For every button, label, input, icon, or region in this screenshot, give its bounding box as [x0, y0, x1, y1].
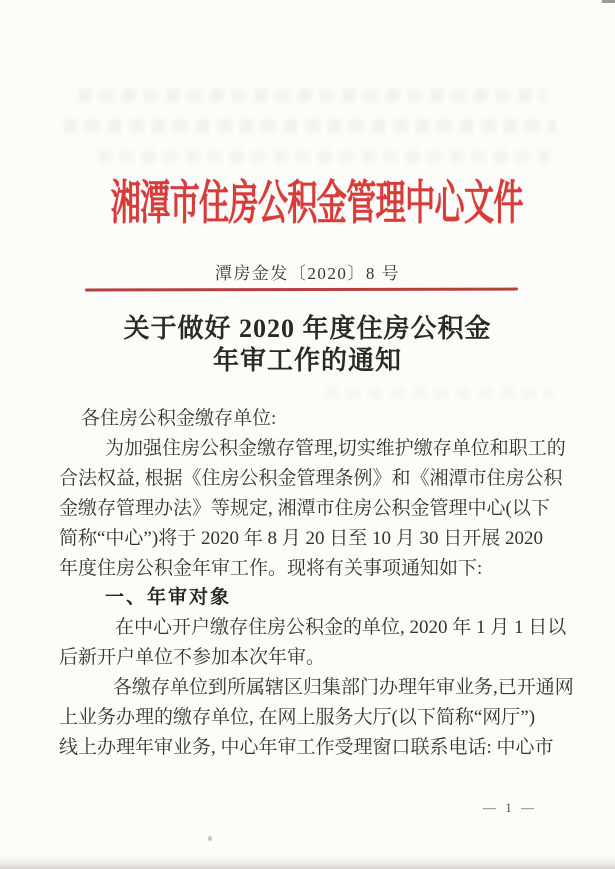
- document-title-line2: 年审工作的通知: [212, 346, 402, 375]
- body-line: 后新开户单位不参加本次年审。: [59, 647, 326, 669]
- body-line: 在中心开户缴存住房公积金的单位, 2020 年 1 月 1 日以: [115, 617, 567, 639]
- body-line: 为加强住房公积金缴存管理,切实维护缴存单位和职工的: [105, 437, 566, 459]
- body-line: 合法权益, 根据《住房公积金管理条例》和《湘潭市住房公积: [59, 467, 563, 489]
- scan-speck: [208, 836, 212, 841]
- bleed-through-artifact: [64, 119, 556, 133]
- bleed-through-artifact: [78, 89, 546, 102]
- body-line: 年度住房公积金年审工作。现将有关事项通知如下:: [59, 557, 483, 579]
- body-line: 各缴存单位到所属辖区归集部门办理年审业务,已开通网: [113, 677, 574, 699]
- document-number: 潭房金发〔2020〕8 号: [214, 264, 401, 283]
- red-divider-line: [85, 288, 518, 292]
- body-line: 简称“中心”)将于 2020 年 8 月 20 日至 10 月 30 日开展 2020: [59, 527, 543, 549]
- scan-bottom-shadow: [0, 855, 615, 869]
- page-number: — 1 —: [483, 800, 537, 815]
- document-body: [59, 404, 574, 763]
- salutation-line: 各住房公积金缴存单位:: [81, 408, 277, 429]
- body-line: 线上办理年审业务, 中心年审工作受理窗口联系电话: 中心市: [59, 736, 554, 758]
- scan-corner-mark: [602, 0, 615, 3]
- section-heading: 一、年审对象: [105, 587, 232, 609]
- document-title-line1: 关于做好 2020 年度住房公积金: [123, 314, 492, 343]
- bleed-through-artifact: [325, 388, 553, 399]
- body-line: 金缴存管理办法》等规定, 湘潭市住房公积金管理中心(以下: [59, 497, 550, 519]
- bleed-through-artifact: [98, 150, 550, 163]
- agency-title: 湘潭市住房公积金管理中心文件: [110, 178, 523, 230]
- document-title: [0, 313, 615, 377]
- body-line: 上业务办理的缴存单位, 在网上服务大厅(以下简称“网厅”): [59, 707, 536, 729]
